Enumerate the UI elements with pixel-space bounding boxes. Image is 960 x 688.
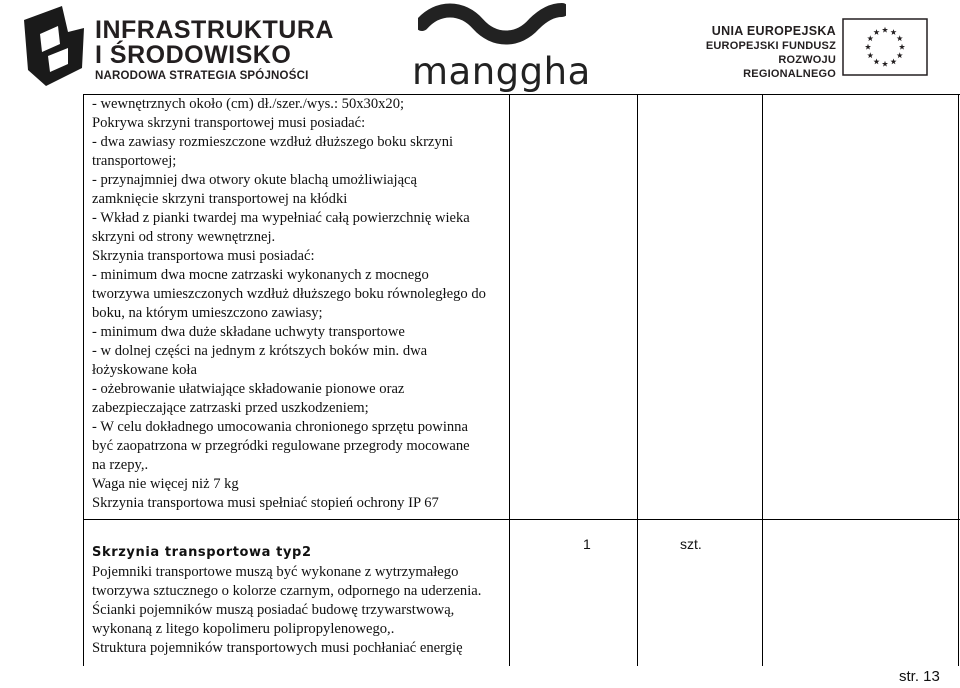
row2-line: wykonaną z litego kopolimeru polipropylenowego,. — [92, 621, 395, 637]
row1-line: - dwa zawiasy rozmieszczone wzdłuż dłuższego boku skrzyni — [92, 134, 454, 150]
row1-line: na rzepy,. — [92, 457, 149, 473]
row1-line: Pokrywa skrzyni transportowej musi posiadać: — [92, 115, 366, 131]
eu-logo-text — [690, 24, 836, 81]
row2-line: Pojemniki transportowe muszą być wykonane z wytrzymałego — [92, 564, 459, 580]
row1-line: skrzyni od strony wewnętrznej. — [92, 229, 276, 245]
table-left-border — [83, 94, 84, 666]
row2-line: Ścianki pojemników muszą posiadać budowę trzywarstwową, — [92, 602, 455, 618]
page-header — [0, 0, 960, 96]
manggha-wave-icon — [418, 2, 566, 52]
row2-quantity: 1 — [583, 536, 591, 552]
eu-flag-icon — [842, 18, 928, 76]
row1-line: - minimum dwa mocne zatrzaski wykonanych z mocnego — [92, 267, 429, 283]
row1-line: Skrzynia transportowa musi spełniać stopień ochrony IP 67 — [92, 495, 439, 511]
infrastruktura-srodowisko-logo — [18, 4, 334, 90]
is-logo-mark-icon — [18, 4, 90, 90]
row1-line: - W celu dokładnego umocowania chronionego sprzętu powinna — [92, 419, 468, 435]
table-col-divider-1 — [509, 94, 510, 666]
eu-logo-line2: EUROPEJSKI FUNDUSZ — [705, 40, 836, 52]
table-col-divider-3 — [762, 94, 763, 666]
row1-line: zabezpieczające zatrzaski przed uszkodzeniem; — [92, 400, 369, 416]
row1-line: Waga nie więcej niż 7 kg — [92, 476, 239, 492]
row1-line: - w dolnej części na jednym z krótszych boków min. dwa — [92, 343, 428, 359]
row1-line: transportowej; — [92, 153, 177, 169]
row1-line: - wewnętrznych około (cm) dł./szer./wys.: 50x30x20; — [92, 96, 405, 112]
eu-logo — [690, 18, 940, 78]
row2-line: tworzywa sztucznego o kolorze czarnym, odpornego na uderzenia. — [92, 583, 482, 599]
eu-logo-line3: ROZWOJU REGIONALNEGO — [743, 54, 836, 80]
table-row-divider — [83, 519, 960, 520]
manggha-logo — [412, 2, 591, 94]
table-right-border — [958, 94, 959, 666]
row1-line: zamknięcie skrzyni transportowej na kłódki — [92, 191, 348, 207]
row2-title: Skrzynia transportowa typ2 — [92, 545, 312, 560]
is-logo-line2: I ŚRODOWISKO — [95, 41, 292, 69]
row2-description — [92, 540, 481, 658]
row1-line: - Wkład z pianki twardej ma wypełniać całą powierzchnię wieka — [92, 210, 470, 226]
row1-line: łożyskowane koła — [92, 362, 197, 378]
row1-line: być zaopatrzona w przegródki regulowane przegrody mocowane — [92, 438, 470, 454]
manggha-wordmark: manggha — [412, 50, 591, 93]
row2-line: Struktura pojemników transportowych musi pochłaniać energię — [92, 640, 463, 656]
row1-description — [92, 95, 486, 513]
row1-line: boku, na którym umieszczono zawiasy; — [92, 305, 323, 321]
is-logo-line1: INFRASTRUKTURA — [95, 16, 334, 44]
eu-logo-line1: UNIA EUROPEJSKA — [711, 24, 836, 38]
row2-unit: szt. — [680, 536, 702, 552]
row1-line: - minimum dwa duże składane uchwyty transportowe — [92, 324, 405, 340]
row1-line: - przynajmniej dwa otwory okute blachą umożliwiającą — [92, 172, 417, 188]
is-logo-text — [95, 18, 334, 84]
page-number: str. 13 — [899, 668, 940, 685]
row1-line: - ożebrowanie ułatwiające składowanie pionowe oraz — [92, 381, 405, 397]
row1-line: tworzywa umieszczonych wzdłuż dłuższego boku równoległego do — [92, 286, 486, 302]
table-col-divider-2 — [637, 94, 638, 666]
is-logo-line3: NARODOWA STRATEGIA SPÓJNOŚCI — [95, 70, 309, 82]
row1-line: Skrzynia transportowa musi posiadać: — [92, 248, 315, 264]
